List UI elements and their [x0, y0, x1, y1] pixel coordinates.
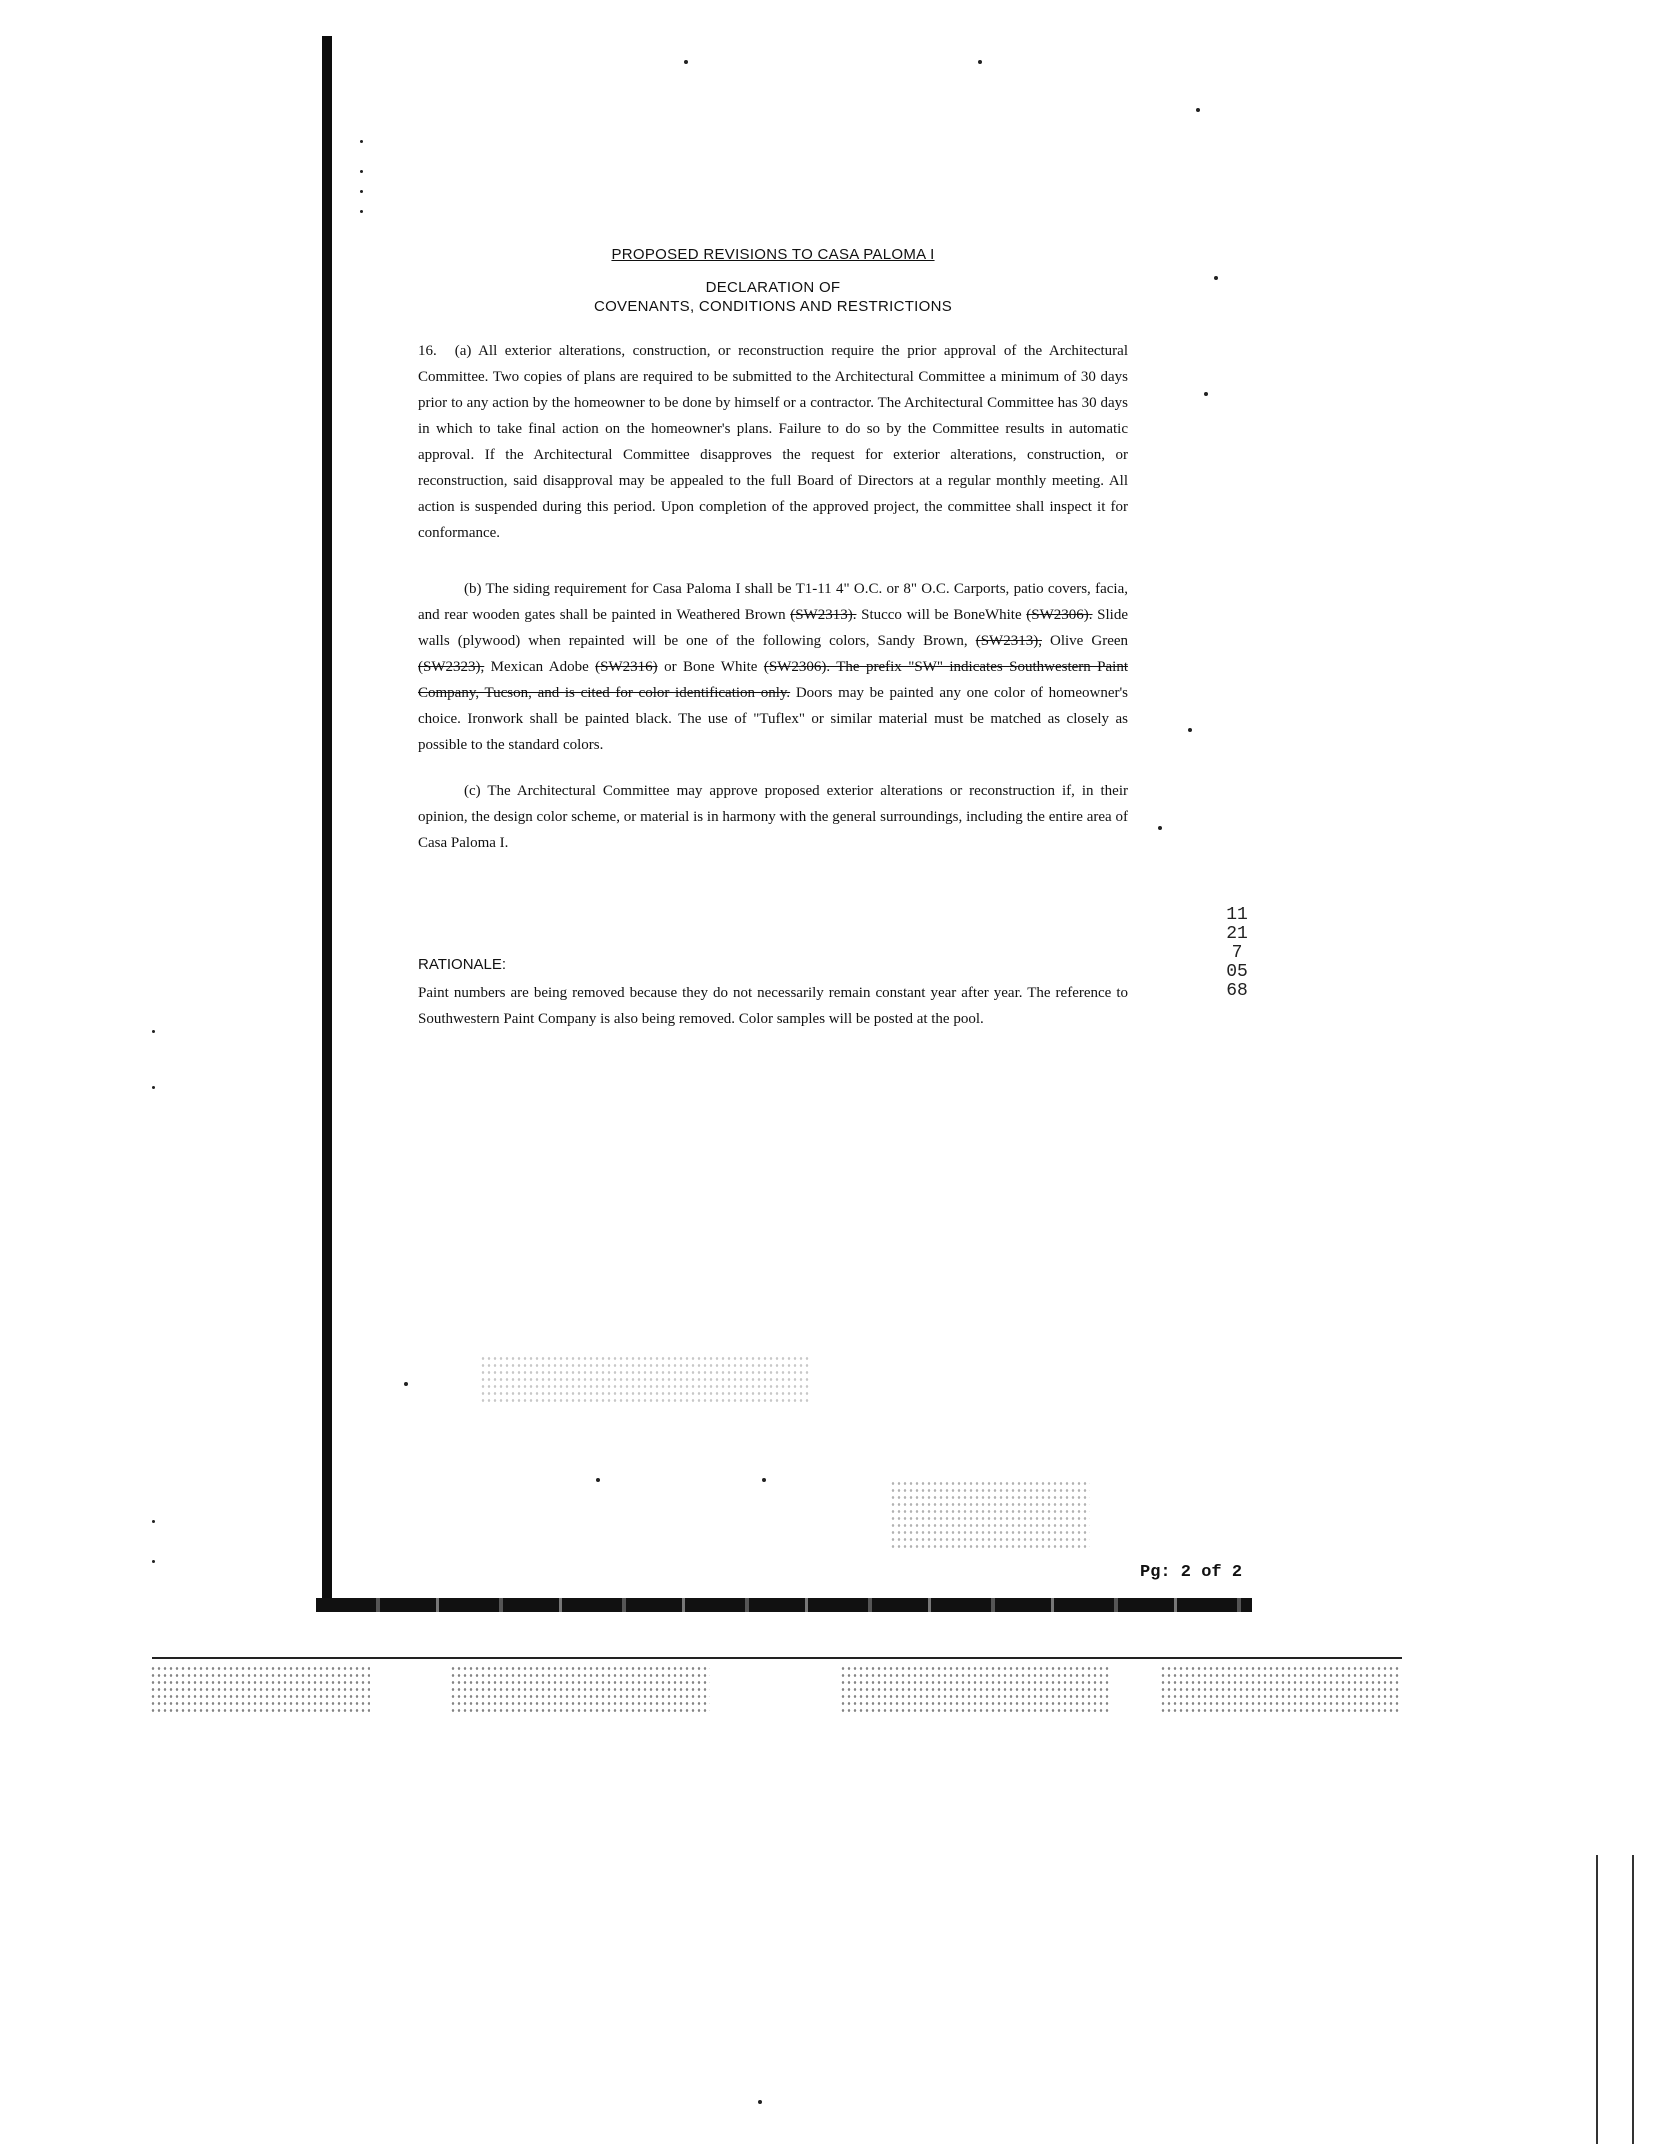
- scan-noise: [1160, 1665, 1400, 1715]
- scan-speck: [684, 60, 688, 64]
- struck-paint-code: (SW2313).: [790, 607, 857, 623]
- scan-speck: [404, 1382, 408, 1386]
- scan-speck: [596, 1478, 600, 1482]
- struck-prefix-note: (SW2306). The prefix "SW" indicates Southwestern Paint Company, Tucson, and is cited for color identification only.: [418, 659, 1129, 701]
- struck-paint-code: (SW2306).: [1026, 607, 1093, 623]
- struck-paint-code: (SW2316): [595, 659, 658, 675]
- section-number: 16.: [418, 343, 437, 359]
- document-subtitle-line2: COVENANTS, CONDITIONS AND RESTRICTIONS: [593, 298, 953, 315]
- rationale-heading: RATIONALE:: [418, 956, 507, 973]
- struck-paint-code: (SW2313),: [975, 633, 1042, 649]
- section-16b-paragraph: [418, 576, 1128, 758]
- scan-speck: [152, 1030, 155, 1033]
- scan-right-edge-line: [1596, 1855, 1598, 2144]
- scan-speck: [1158, 826, 1162, 830]
- recording-stamp-number: 11217 0568: [1226, 905, 1248, 1001]
- scan-speck: [762, 1478, 766, 1482]
- scan-noise: [450, 1665, 710, 1715]
- scan-horizontal-rule: [152, 1657, 1402, 1659]
- section-16c-paragraph: (c) The Architectural Committee may approve proposed exterior alterations or reconstruction if, in their opinion, the design color scheme, or material is in harmony with the general surroundings, including the entire area of Casa Paloma I.: [418, 783, 1128, 851]
- scan-noise: [890, 1480, 1090, 1550]
- document-subtitle-line1: DECLARATION OF: [705, 279, 841, 296]
- section-16b-text: or Bone White: [664, 659, 758, 675]
- scan-speck: [152, 1086, 155, 1089]
- section-16b-text: Slide walls (plywood) when repainted will be one of the following colors, Sandy Brown,: [418, 607, 1129, 649]
- section-16b-text: Doors may be painted any one color of homeowner's choice. Ironwork shall be painted black. The use of "Tuflex" or similar material must be matched as closely as possible to the standard colors.: [418, 685, 1129, 753]
- section-16a-text: (a) All exterior alterations, construction, or reconstruction require the prior approval of the Architectural Committee. Two copies of plans are required to be submitted to the Architectural Committee a minimum of 30 days prior to any action by the homeowner to be done by himself or a contractor. The Architectural Committee has 30 days in which to take final action on the homeowner's plans. Failure to do so by the Committee results in automatic approval. If the Architectural Committee disapproves the request for exterior alterations, construction, or reconstruction, said disapproval may be appealed to the full Board of Directors at a regular monthly meeting. All action is suspended during this period. Upon completion of the approved project, the committee shall inspect it for conformance.: [418, 343, 1128, 541]
- scan-speck: [1188, 728, 1192, 732]
- scan-speck: [1196, 108, 1200, 112]
- scan-speck: [152, 1560, 155, 1563]
- rationale-text: Paint numbers are being removed because they do not necessarily remain constant year after year. The reference to Southwestern Paint Company is also being removed. Color samples will be posted at the pool.: [418, 985, 1128, 1027]
- scan-speck: [152, 1520, 155, 1523]
- scan-right-edge-line: [1632, 1855, 1634, 2144]
- section-16b-text: Mexican Adobe: [490, 659, 589, 675]
- scan-speck: [978, 60, 982, 64]
- scan-noise: [480, 1355, 810, 1405]
- document-title: PROPOSED REVISIONS TO CASA PALOMA I: [611, 246, 935, 263]
- section-16b-text: Olive Green: [1050, 633, 1129, 649]
- scan-speck: [360, 170, 363, 173]
- scan-speck: [360, 190, 363, 193]
- scan-speck: [360, 210, 363, 213]
- scan-frame-left-border: [322, 36, 332, 1606]
- scan-speck: [360, 140, 363, 143]
- section-16b-text: Stucco will be BoneWhite: [861, 607, 1022, 623]
- document-body: [418, 242, 1128, 1032]
- scan-frame-bottom-bar: [316, 1598, 1252, 1612]
- scan-noise: [840, 1665, 1110, 1715]
- section-16a-paragraph: [418, 338, 1128, 546]
- scan-speck: [758, 2100, 762, 2104]
- struck-paint-code: (SW2323),: [418, 659, 485, 675]
- scan-noise: [150, 1665, 370, 1715]
- scan-speck: [1214, 276, 1218, 280]
- page-indicator: Pg: 2 of 2: [1140, 1563, 1243, 1582]
- scan-speck: [1204, 392, 1208, 396]
- section-16b-text: (b) The siding requirement for Casa Paloma I shall be T1-11 4" O.C. or 8" O.C. Carports, patio covers, facia, and rear wooden gates shall be painted in Weathered Brown: [418, 581, 1128, 623]
